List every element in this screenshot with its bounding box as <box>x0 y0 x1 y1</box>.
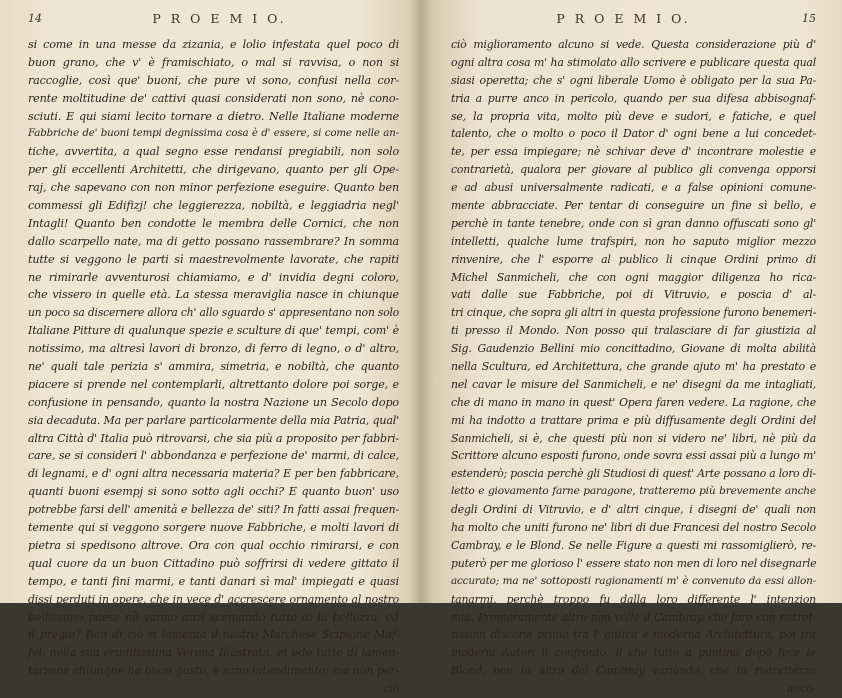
left-body-text <box>28 36 399 698</box>
text-line: fei, nella sua eruditissima Verona Illustrata, et odo tutto dì lamen- <box>28 646 399 660</box>
text-line: Italiane Pitture di qualunque spezie e sculture di que' tempi, com' è <box>28 324 399 338</box>
text-line: che vissero in quelle età. La stessa meraviglia nasce in chiunque <box>28 288 399 302</box>
right-running-title: P R O E M I O. <box>556 11 691 26</box>
left-running-title: P R O E M I O. <box>152 11 287 26</box>
text-line: sia decaduta. Ma per parlare particolarmente della mia Patria, qual' <box>28 413 399 427</box>
right-page-number: 15 <box>802 12 816 25</box>
text-line: rente moltitudine de' cattivi quasi considerati non sono, nè cono- <box>28 91 399 105</box>
right-body-text <box>451 36 816 698</box>
text-line: estenderò; poscia perchè gli Studiosi di quest' Arte possano a loro di- <box>451 467 816 481</box>
text-line: ti presso il Mondo. Non posso qui tralasciare di far giustizia al <box>451 324 816 338</box>
text-line: ciò miglioramento alcuno si vede. Questa considerazione più d' <box>451 38 816 51</box>
text-line: Blond, non in altro dal Cambray variando, che in ristrettezza <box>451 664 816 678</box>
text-line: tiche, avvertita, a qual segno esse rendansi pregiabili, non solo <box>28 145 399 159</box>
text-line: Sig. Gaudenzio Bellini mio concittadino, Giovane di molta abilità <box>451 342 816 356</box>
text-line: Sanmicheli, si è, che questi più non si videro ne' libri, nè più da <box>451 431 816 445</box>
left-running-head <box>28 10 399 34</box>
text-line: te, per essa impiegare; nè schivar deve d' incontrare molestie e <box>451 145 816 159</box>
text-line: per gli eccellenti Architetti, che dirigevano, quanto per gli Ope- <box>28 163 399 177</box>
text-line: ne rimirarle avventurosi chiamiamo, e d' invidia degni coloro, <box>28 270 399 284</box>
text-line: confusione in pensando, quanto la nostra Nazione un Secolo dopo <box>28 395 399 409</box>
text-line: tutte si veggono le parti sì maestrevolmente lavorate, che rapiti <box>28 252 399 266</box>
text-line: tanarmi, perchè troppo fu dalla loro differente l' intenzion <box>451 592 816 606</box>
text-line: ne' quali tale perizia s' ammira, simetria, e nobiltà, che quanto <box>28 360 399 374</box>
text-line: si come in una messe da zizania, e lolio infestata quel poco di <box>28 38 399 51</box>
text-line: siasi operetta; che s' ogni liberale Uomo è obligato per la sua Pa- <box>451 73 816 87</box>
text-line: tempo, e tanti fini marmi, e tanti danari sì mal' impiegati e quasi <box>28 574 399 588</box>
text-line: buon grano, che v' è framischiato, o mal si ravvisa, o non si <box>28 55 399 69</box>
text-line: raccoglie, così que' buoni, che pure vi sono, confusi nella cor- <box>28 73 399 87</box>
text-line: nella Scultura, ed Architettura, che grande ajuto m' ha prestato e <box>451 360 816 374</box>
text-line: notissimo, ma altresì lavori di bronzo, di ferro di legno, o d' altro, <box>28 342 399 356</box>
text-line: mente abbracciate. Per tentar di conseguire un fine sì bello, e <box>451 199 816 213</box>
text-line: vati dalle sue Fabbriche, poi di Vitruvio, e poscia d' al- <box>451 288 816 302</box>
text-line: accurato; ma ne' sottoposti ragionamenti m' è convenuto da essi allon- <box>451 574 816 587</box>
text-line: rinvenire, che l' esporre al publico li cinque Ordini primo di <box>451 252 816 266</box>
text-line: piacere si prende nel contemplarli, altrettanto dolore poi sorge, e <box>28 377 399 391</box>
text-line: pietra si spedisono altrove. Ora con qual occhio rimirarsi, e con <box>28 538 399 552</box>
text-line: moderni Autori il confronto, il che tutto a puntino dopo fece le <box>451 646 816 660</box>
text-line: talento, che o molto o poco il Dator d' ogni bene a lui concedet- <box>451 127 816 141</box>
text-line: quanti buoni esempj si sono sotto agli occhi? E quanto buon' uso <box>28 485 399 499</box>
text-line: care, se si consideri l' abbondanza e perfezione de' marmi, di calce, <box>28 449 399 463</box>
text-line: letto e giovamento farne paragone, tratteremo più brevemente anche <box>451 485 816 498</box>
text-line: tri cinque, che sopra gli altri in questa professione furono benemeri- <box>451 306 817 320</box>
text-line: tissimi discorsi prima tra l' antica e moderna Architettura, poi tra <box>451 628 816 642</box>
text-line: temente qui si veggono sorgere nuove Fabbriche, e molti lavori di <box>28 521 399 535</box>
text-line: Cambray, e le Blond. Se nelle Figure a questi mi rassomiglierò, re- <box>451 538 816 552</box>
text-line: potrebbe farsi dell' amenità e bellezza de' siti? In fatti assai frequen- <box>28 503 399 517</box>
text-line: qual cuore da un buon Cittadino può soffrirsi di vedere gittato il <box>28 556 399 570</box>
text-line: intelletti, qualche lume trafspiri, non ho saputo miglior mezzo <box>451 234 816 248</box>
text-line: Scrittore alcuno esposti furono, onde sovra essi assai più a lungo m' <box>451 449 816 463</box>
text-line: un poco sa discernere allora ch' allo sguardo s' appresentano non solo <box>28 306 400 320</box>
text-line: raj, che sapevano con non minor perfezione eseguire. Quanto ben <box>28 181 399 195</box>
text-line: dissi perduti in opere, che in vece d' accrescere ornamento al nostro <box>28 592 399 606</box>
text-line: anco- <box>787 682 816 696</box>
text-line: che di mano in mano in quest' Opera faren vedere. La ragione, che <box>451 395 816 409</box>
left-page <box>0 0 421 696</box>
text-line: e ad abusi universalmente radicati, e a false opinioni comune- <box>451 181 816 195</box>
text-line: se, la propria vita, molto più deve e sudori, e fatiche, e quel <box>451 109 816 123</box>
text-line: nel cavar le misure del Sanmicheli, e ne' disegni da me intagliati, <box>451 377 816 391</box>
text-line: Intagli! Quanto ben condotte le membra delle Cornici, che non <box>28 216 399 230</box>
text-line: tarsene chiunque ha buon gusto, e sano intendimento; ma non per- <box>28 664 399 678</box>
right-page <box>421 0 842 696</box>
text-line: sciuti. E qui siami lecito tornare a dietro. Nelle Italiane moderne <box>28 109 399 123</box>
text-line: contrarietà, qualora per giovare al publico gli convenga opporsi <box>451 163 816 177</box>
text-line: dallo scarpello nate, ma di getto possano rassembrare? In somma <box>28 234 399 248</box>
text-line: perchè in tante tenebre, onde con sì gran danno offuscati sono gl' <box>451 216 816 230</box>
text-line: bellissimo paese nè vanno anzi scemando tutto di la bellezza, ed <box>28 610 399 624</box>
text-line: mia. Primieramente altro non volle il Cambray, che fare con ristret- <box>451 610 816 624</box>
text-line: ciò <box>382 682 399 696</box>
text-line: Fabbriche de' buoni tempi degnissima cosa è d' essere, si come nelle an- <box>28 127 399 140</box>
text-line: ha molto che uniti furono ne' libri di due Francesi del nostro Secolo <box>451 521 816 535</box>
text-line: tria a purre anco in pericolo, quando per sua difesa abbisognaf- <box>451 91 816 105</box>
text-line: commessi gli Edifizj! che leggierezza, nobiltà, e leggiadria negl' <box>28 199 399 213</box>
right-running-head <box>451 10 816 34</box>
text-line: altra Città d' Italia può ritrovarsi, che sia più a proposito per fabbri- <box>28 431 399 445</box>
left-page-number: 14 <box>28 12 42 25</box>
text-line: il pregio? Ben di ciò si lamenta il nostro Marchese Scipione Maf- <box>28 628 399 642</box>
text-line: Michel Sanmicheli, che con ogni maggior diligenza ho rica- <box>451 270 816 284</box>
text-line: di legnami, e d' ogni altra necessaria materia? E per ben fabbricare, <box>28 467 399 481</box>
text-line: ogni altra cosa m' ha stimolato allo scrivere e publicare questa qual <box>451 55 816 69</box>
text-line: degli Ordini di Vitruvio, e d' altri cinque, i disegni de' quali non <box>451 503 816 517</box>
text-line: mi ha indotto a trattare prima e più diffusamente degli Ordini del <box>451 413 816 427</box>
text-line: puterò per me glorioso l' essere stato non men di loro nel disegnarle <box>451 556 817 570</box>
